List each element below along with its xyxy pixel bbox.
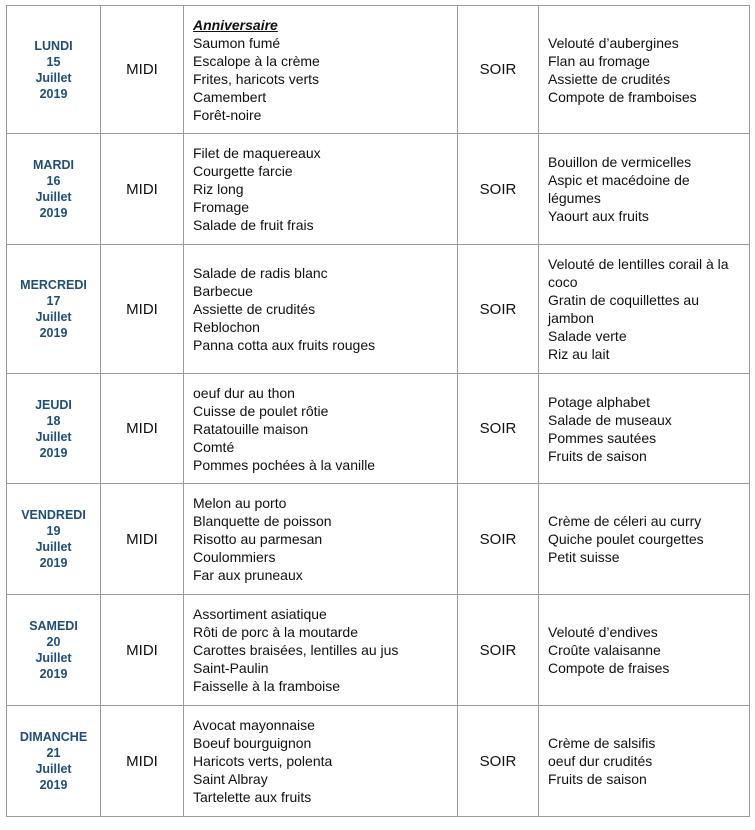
- day-year: 2019: [39, 326, 68, 340]
- dinner-dish: Fruits de saison: [548, 771, 647, 787]
- day-date: 15: [46, 54, 61, 69]
- midi-label: MIDI: [101, 484, 184, 595]
- soir-label: SOIR: [458, 134, 539, 245]
- lunch-dish: Forêt-noire: [193, 106, 262, 123]
- lunch-dish: Escalope à la crème: [193, 52, 320, 69]
- day-date: 17: [46, 294, 61, 308]
- lunch-dish: Rôti de porc à la moutarde: [193, 624, 358, 640]
- dinner-dish: Potage alphabet: [548, 393, 650, 410]
- dinner-cell: [539, 374, 750, 484]
- dinner-dish: Flan au fromage: [548, 52, 650, 69]
- dinner-dish: Velouté d’aubergines: [548, 34, 679, 51]
- day-day: MARDI: [33, 158, 74, 172]
- day-day: SAMEDI: [29, 619, 78, 633]
- day-row: [7, 374, 750, 484]
- day-year: 2019: [39, 667, 68, 681]
- day-year: 2019: [39, 556, 68, 570]
- dinner-dish: Yaourt aux fruits: [548, 208, 649, 224]
- dinner-dish: Petit suisse: [548, 549, 620, 565]
- day-month: Juillet: [35, 310, 72, 324]
- dinner-dish: Salade verte: [548, 328, 627, 344]
- lunch-dish: Camembert: [193, 88, 267, 105]
- day-day: JEUDI: [35, 397, 72, 412]
- dinner-dish: Croûte valaisanne: [548, 642, 661, 658]
- lunch-dish: Courgette farcie: [193, 163, 293, 179]
- day-date: 21: [46, 746, 61, 760]
- dinner-dish: Crème de salsifis: [548, 735, 656, 751]
- dinner-list: [539, 393, 749, 465]
- weekly-menu-table: [6, 5, 750, 817]
- day-cell: [7, 595, 101, 706]
- dinner-cell: [539, 484, 750, 595]
- day-date: 19: [46, 524, 61, 538]
- lunch-dish: Riz long: [193, 181, 244, 197]
- day-month: Juillet: [35, 429, 72, 444]
- soir-label: SOIR: [458, 374, 539, 484]
- lunch-dish: Coulommiers: [193, 549, 276, 565]
- lunch-cell: [184, 374, 458, 484]
- midi-label: MIDI: [101, 134, 184, 245]
- dinner-dish: Compote de framboises: [548, 88, 697, 105]
- day-date: 18: [46, 413, 61, 428]
- day-cell: [7, 134, 101, 245]
- midi-label: MIDI: [101, 706, 184, 817]
- dinner-dish: Assiette de crudités: [548, 70, 671, 87]
- lunch-dish: Carottes braisées, lentilles au jus: [193, 642, 399, 658]
- day-row: [7, 706, 750, 817]
- dinner-dish: Bouillon de vermicelles: [548, 154, 692, 170]
- dinner-cell: [539, 6, 750, 134]
- lunch-dish: Avocat mayonnaise: [193, 717, 315, 733]
- lunch-dish: Assortiment asiatique: [193, 606, 327, 622]
- lunch-dish: Assiette de crudités: [193, 301, 316, 317]
- midi-label: MIDI: [101, 245, 184, 374]
- day-month: Juillet: [35, 762, 72, 776]
- midi-label: MIDI: [101, 374, 184, 484]
- dinner-dish: Compote de fraises: [548, 660, 670, 676]
- lunch-list: [184, 144, 457, 234]
- day-year: 2019: [39, 206, 68, 220]
- dinner-cell: [539, 706, 750, 817]
- lunch-dish: Cuisse de poulet rôtie: [193, 402, 329, 419]
- lunch-dish: Saint-Paulin: [193, 660, 269, 676]
- dinner-dish: Riz au lait: [548, 346, 610, 362]
- lunch-dish: Comté: [193, 438, 235, 455]
- day-cell: [7, 6, 101, 134]
- lunch-list: [184, 716, 457, 806]
- lunch-dish: Frites, haricots verts: [193, 70, 320, 87]
- lunch-list: [184, 264, 457, 354]
- lunch-dish: Filet de maquereaux: [193, 145, 321, 161]
- lunch-dish: Reblochon: [193, 319, 260, 335]
- dinner-dish: Velouté de lentilles corail à la coco: [548, 256, 729, 290]
- dinner-list: [539, 623, 749, 677]
- soir-label: SOIR: [458, 706, 539, 817]
- dinner-dish: Crème de céleri au curry: [548, 513, 702, 529]
- dinner-dish: Aspic et macédoine de légumes: [548, 172, 690, 206]
- lunch-dish: Blanquette de poisson: [193, 513, 332, 529]
- dinner-list: [539, 153, 749, 225]
- dinner-dish: oeuf dur crudités: [548, 753, 653, 769]
- lunch-list: [184, 605, 457, 695]
- day-day: MERCREDI: [20, 278, 87, 292]
- lunch-cell: [184, 6, 458, 134]
- lunch-list: [184, 494, 457, 584]
- lunch-dish: Ratatouille maison: [193, 420, 309, 437]
- day-month: Juillet: [35, 70, 72, 85]
- midi-label: MIDI: [101, 595, 184, 706]
- day-row: [7, 6, 750, 134]
- lunch-cell: [184, 245, 458, 374]
- day-row: [7, 595, 750, 706]
- dinner-list: [539, 734, 749, 788]
- lunch-cell: [184, 595, 458, 706]
- dinner-dish: Pommes sautées: [548, 429, 657, 446]
- day-month: Juillet: [35, 651, 72, 665]
- soir-label: SOIR: [458, 245, 539, 374]
- dinner-dish: Quiche poulet courgettes: [548, 531, 704, 547]
- lunch-cell: [184, 134, 458, 245]
- soir-label: SOIR: [458, 6, 539, 134]
- dinner-list: [539, 34, 749, 106]
- day-year: 2019: [39, 445, 68, 460]
- lunch-dish: Haricots verts, polenta: [193, 753, 333, 769]
- lunch-list: [184, 384, 457, 474]
- day-cell: [7, 484, 101, 595]
- dinner-dish: Fruits de saison: [548, 447, 647, 464]
- dinner-cell: [539, 595, 750, 706]
- lunch-dish: Fromage: [193, 199, 250, 215]
- dinner-cell: [539, 134, 750, 245]
- day-day: VENDREDI: [21, 508, 86, 522]
- lunch-dish: Tartelette aux fruits: [193, 789, 312, 805]
- dinner-dish: Gratin de coquillettes au jambon: [548, 292, 699, 326]
- day-month: Juillet: [35, 540, 72, 554]
- lunch-dish: Far aux pruneaux: [193, 567, 303, 583]
- day-cell: [7, 374, 101, 484]
- lunch-dish: Panna cotta aux fruits rouges: [193, 337, 376, 353]
- lunch-cell: [184, 484, 458, 595]
- soir-label: SOIR: [458, 595, 539, 706]
- dinner-cell: [539, 245, 750, 374]
- day-year: 2019: [39, 778, 68, 792]
- lunch-special-title: Anniversaire: [193, 16, 278, 33]
- lunch-dish: Pommes pochées à la vanille: [193, 456, 376, 473]
- day-cell: [7, 245, 101, 374]
- lunch-dish: Saint Albray: [193, 771, 268, 787]
- lunch-dish: Salade de radis blanc: [193, 265, 328, 281]
- midi-label: MIDI: [101, 6, 184, 134]
- dinner-dish: Velouté d’endives: [548, 624, 658, 640]
- dinner-dish: Salade de museaux: [548, 411, 672, 428]
- lunch-dish: Faisselle à la framboise: [193, 678, 341, 694]
- lunch-dish: Salade de fruit frais: [193, 217, 314, 233]
- dinner-list: [539, 255, 749, 363]
- day-cell: [7, 706, 101, 817]
- day-row: [7, 245, 750, 374]
- soir-label: SOIR: [458, 484, 539, 595]
- lunch-dish: Melon au porto: [193, 495, 287, 511]
- dinner-list: [539, 512, 749, 566]
- lunch-dish: Risotto au parmesan: [193, 531, 323, 547]
- day-date: 20: [46, 635, 61, 649]
- day-row: [7, 484, 750, 595]
- day-day: DIMANCHE: [19, 730, 88, 744]
- lunch-dish: Saumon fumé: [193, 34, 281, 51]
- lunch-cell: [184, 706, 458, 817]
- lunch-list: [184, 16, 457, 124]
- menu-body: [7, 6, 750, 817]
- lunch-dish: Boeuf bourguignon: [193, 735, 312, 751]
- lunch-dish: oeuf dur au thon: [193, 384, 295, 401]
- day-year: 2019: [39, 86, 68, 101]
- day-month: Juillet: [35, 190, 72, 204]
- day-day: LUNDI: [34, 38, 73, 53]
- day-date: 16: [46, 174, 61, 188]
- day-row: [7, 134, 750, 245]
- lunch-dish: Barbecue: [193, 283, 253, 299]
